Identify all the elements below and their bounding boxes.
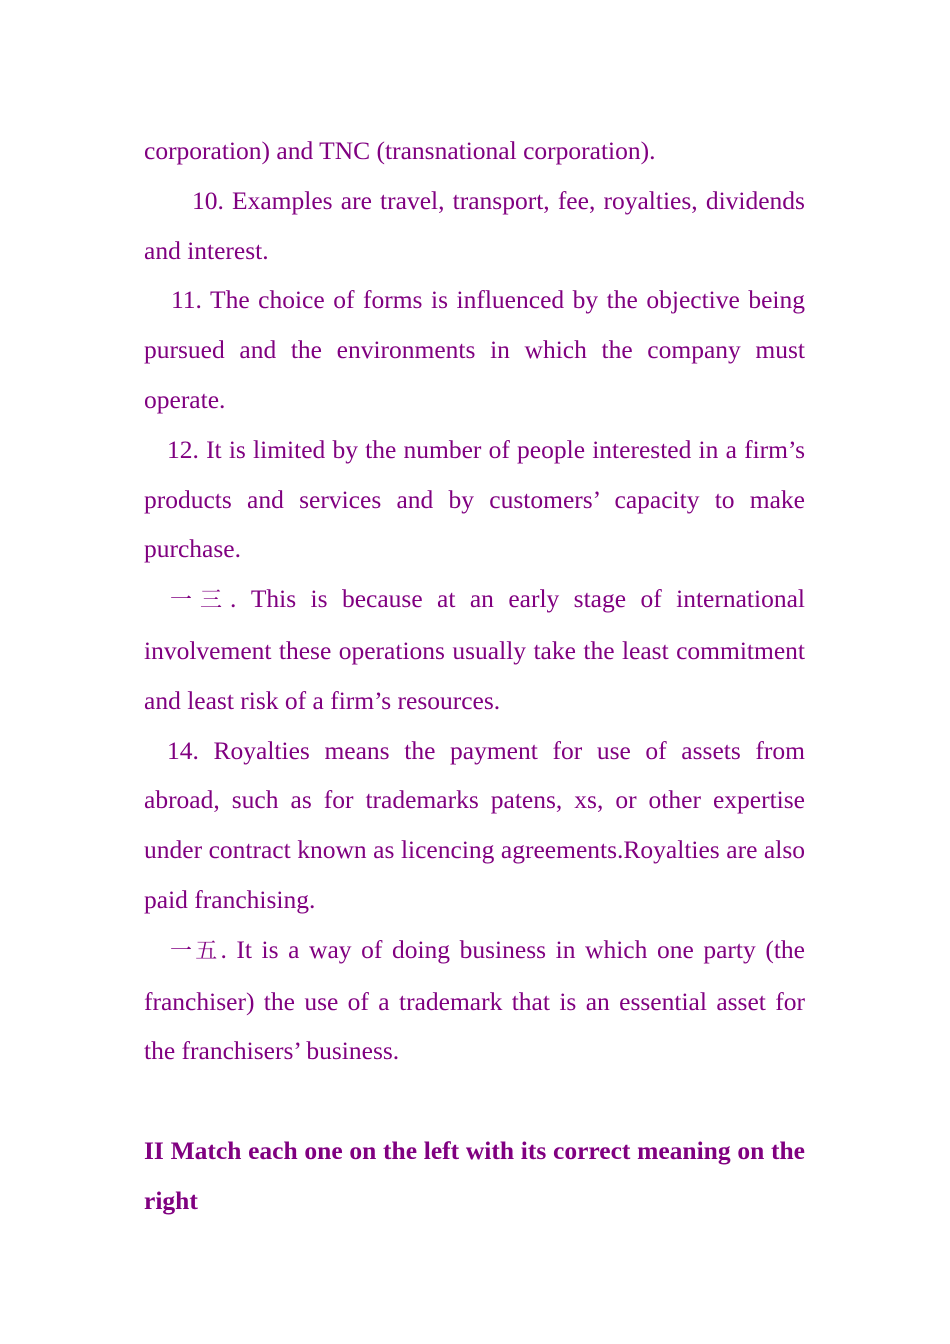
paragraph-continuation: corporation) and TNC (transnational corporation). (144, 136, 656, 165)
answer-11: 11. The choice of forms is influenced by the objective being pursued and the environments in which the company must operate. (144, 285, 805, 414)
answer-15-text: . It is a way of doing business in which one party (the franchiser) the use of a trademark that is an essential asset for the franchisers’ business. (144, 934, 805, 1066)
answer-13-number: 一三 (170, 588, 231, 614)
answer-13 (144, 574, 805, 725)
answer-13-text: . This is because at an early stage of international involvement these operations usually take the least commitment and least risk of a firm’s resources. (144, 584, 805, 715)
document-page (144, 126, 805, 1226)
answer-15 (144, 925, 805, 1076)
section-heading: II Match each one on the left with its correct meaning on the right (144, 1135, 805, 1215)
answer-12: 12. It is limited by the number of people interested in a firm’s products and services and by customers’ capacity to make purchase. (144, 434, 805, 564)
answer-15-number: 一五 (170, 938, 221, 964)
answer-10: 10. Examples are travel, transport, fee, royalties, dividends and interest. (144, 185, 805, 265)
answer-14: 14. Royalties means the payment for use of assets from abroad, such as for trademarks patens, xs, or other expertise under contract known as licencing agreements.Royalties are also paid franchising. (144, 735, 805, 914)
blank-line (144, 1076, 805, 1126)
